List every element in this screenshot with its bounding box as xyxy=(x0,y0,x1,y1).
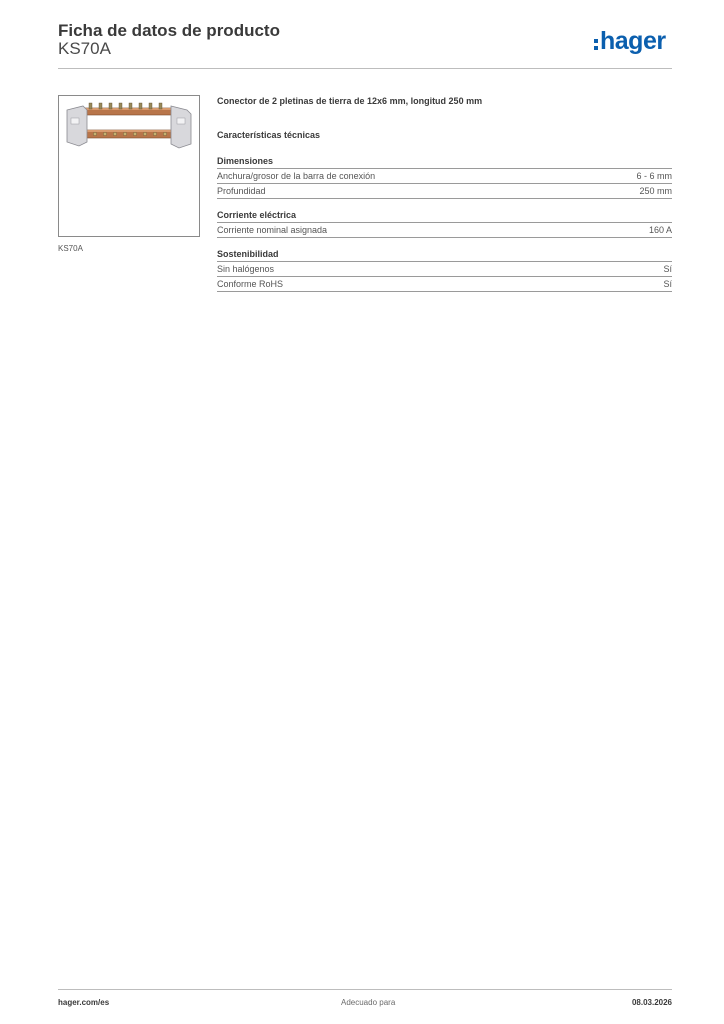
footer-website-link[interactable]: hager.com/es xyxy=(58,998,110,1007)
spec-label: Corriente nominal asignada xyxy=(217,225,328,235)
spec-group-sustainability xyxy=(217,248,672,292)
spec-group-title: Corriente eléctrica xyxy=(217,209,672,223)
spec-value: Sí xyxy=(663,279,672,289)
spec-row xyxy=(217,223,672,238)
spec-value: Sí xyxy=(663,264,672,274)
spec-value: 6 - 6 mm xyxy=(636,171,672,181)
product-image xyxy=(58,95,200,237)
logo-text: hager xyxy=(600,27,666,55)
spec-value: 160 A xyxy=(648,225,672,235)
logo-colon-icon xyxy=(594,39,598,50)
spec-group-dimensions xyxy=(217,155,672,199)
footer-divider xyxy=(58,989,672,990)
spec-row xyxy=(217,169,672,184)
connector-illustration-icon xyxy=(59,96,199,236)
spec-label: Anchura/grosor de la barra de conexión xyxy=(217,171,376,181)
product-description: Conector de 2 pletinas de tierra de 12x6 mm, longitud 250 mm xyxy=(217,96,483,106)
spec-label: Sin halógenos xyxy=(217,264,275,274)
specs-column xyxy=(217,96,672,292)
spec-group-title: Dimensiones xyxy=(217,155,672,169)
hager-logo xyxy=(594,27,666,55)
header-divider xyxy=(58,68,672,69)
product-code: KS70A xyxy=(58,39,111,58)
spec-row xyxy=(217,184,672,199)
spec-row xyxy=(217,262,672,277)
page-title: Ficha de datos de producto xyxy=(58,21,280,40)
tech-heading: Características técnicas xyxy=(217,130,321,140)
footer-date: 08.03.2026 xyxy=(631,998,672,1007)
spec-row xyxy=(217,277,672,292)
spec-label: Conforme RoHS xyxy=(217,279,284,289)
image-caption: KS70A xyxy=(58,244,83,253)
spec-label: Profundidad xyxy=(217,186,266,196)
footer-center-text: Adecuado para xyxy=(341,998,396,1007)
spec-value: 250 mm xyxy=(639,186,672,196)
spec-group-title: Sostenibilidad xyxy=(217,248,672,262)
spec-group-current xyxy=(217,209,672,238)
